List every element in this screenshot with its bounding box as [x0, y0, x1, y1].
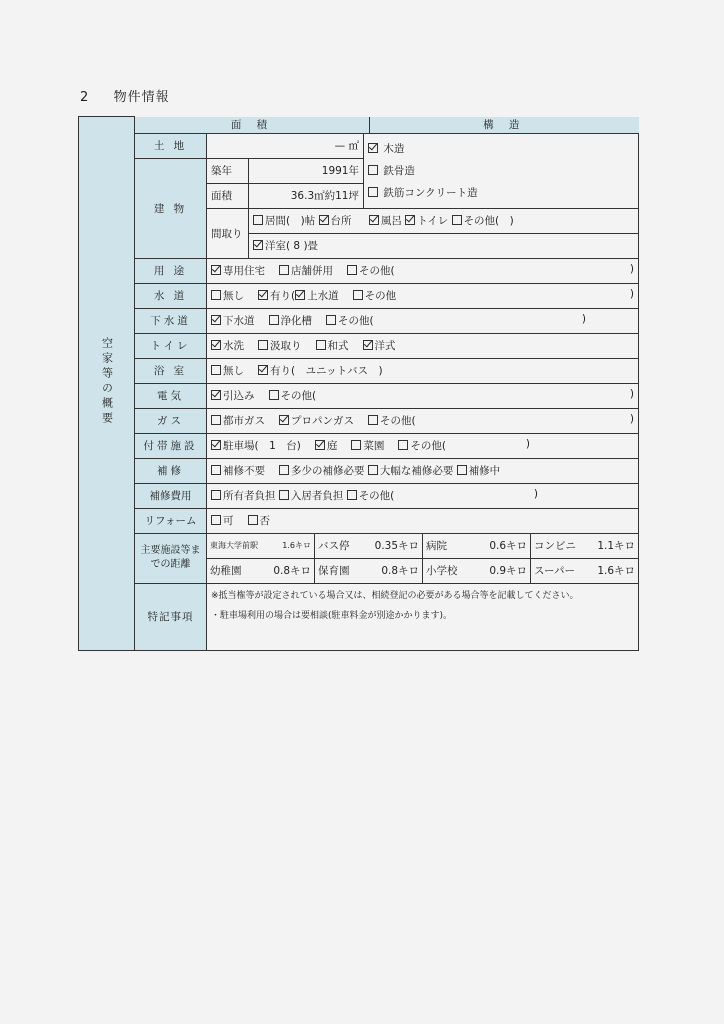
- layout-bath: 風呂: [380, 215, 402, 227]
- denki-label: 電気: [135, 383, 207, 408]
- dist-name: 東海大学前駅: [210, 541, 258, 550]
- dist-item-school: [423, 559, 531, 583]
- futai-o1: 駐車場( 1 台): [223, 440, 301, 452]
- dist-value: 1.6キロ: [597, 565, 636, 577]
- hoshuhiyou-o2: 入居者負担: [290, 490, 344, 502]
- dist-value: 0.9キロ: [489, 565, 528, 577]
- suido-o3: 上水道: [307, 290, 339, 302]
- dist-value: 1.6キロ: [282, 541, 312, 550]
- hoshu-options: [207, 458, 639, 483]
- dist-name: 病院: [426, 540, 448, 552]
- hoshuhiyou-close: ): [533, 488, 539, 500]
- dist-name: 幼稚園: [210, 565, 242, 577]
- dist-item-bus: [315, 534, 423, 558]
- denki-options: [207, 383, 639, 408]
- layout-row2: [249, 233, 639, 258]
- youto-o3: その他(: [359, 265, 395, 277]
- hoshuhiyou-label: 補修費用: [135, 483, 207, 508]
- distances-cell-2: [207, 558, 639, 583]
- toilet-o4: 洋式: [374, 340, 396, 352]
- suido-o4: その他: [364, 290, 397, 302]
- hoshu-o3: 大幅な補修必要: [379, 465, 454, 477]
- yokushitsu-o2: 有り( ユニットバス ): [270, 365, 383, 377]
- hoshuhiyou-o3: その他(: [358, 490, 395, 502]
- hoshu-o1: 補修不要: [223, 465, 265, 477]
- built-value: 1991年: [249, 158, 364, 183]
- dist-name: 保育園: [318, 565, 350, 577]
- gesui-close: ): [581, 313, 587, 325]
- distances-cell: [207, 533, 639, 558]
- yokushitsu-label: 浴 室: [135, 358, 207, 383]
- dist-value: 0.8キロ: [381, 565, 420, 577]
- dist-value: 0.35キロ: [374, 540, 420, 552]
- dist-name: バス停: [318, 540, 350, 552]
- dist-value: 1.1キロ: [597, 540, 636, 552]
- section-number: 2: [80, 90, 90, 105]
- layout-toilet: トイレ: [417, 215, 449, 227]
- dist-item-kindergarten: [207, 559, 315, 583]
- distances-label: 主要施設等までの距離: [135, 533, 207, 583]
- youto-o2: 店舗併用: [291, 265, 333, 277]
- dist-value: 0.6キロ: [489, 540, 528, 552]
- notes-content: [207, 583, 639, 650]
- toilet-label: トイレ: [135, 333, 207, 358]
- hoshu-o4: 補修中: [468, 465, 501, 477]
- hoshuhiyou-o1: 所有者負担: [223, 490, 276, 502]
- gesui-label: 下水道: [135, 308, 207, 333]
- suido-options: [207, 283, 639, 308]
- checkbox-steel[interactable]: [368, 165, 378, 175]
- futai-label: 付帯施設: [135, 433, 207, 458]
- yokushitsu-o1: 無し: [223, 365, 244, 377]
- dist-value: 0.8キロ: [273, 565, 312, 577]
- header-structure: 構 造: [370, 117, 639, 133]
- toilet-options: [207, 333, 639, 358]
- hoshu-o2: 多少の補修必要: [291, 465, 365, 477]
- dist-item-convenience: [531, 534, 638, 558]
- denki-o2: その他(: [280, 390, 317, 402]
- property-table: [78, 116, 639, 651]
- section-heading: 物件情報: [113, 90, 170, 105]
- toilet-o1: 水洗: [223, 340, 244, 352]
- section-title: [80, 86, 170, 105]
- youto-label: 用 途: [135, 258, 207, 283]
- toilet-o2: 汲取り: [270, 340, 302, 352]
- gas-o3: その他(: [380, 415, 416, 427]
- hoshuhiyou-options: [207, 483, 639, 508]
- reform-label: リフォーム: [135, 508, 207, 533]
- hoshu-label: 補修: [135, 458, 207, 483]
- reform-o1: 可: [223, 515, 234, 527]
- layout-row1: [249, 208, 639, 233]
- side-label: 空家等の概要: [100, 336, 114, 427]
- gas-close: ): [629, 413, 635, 425]
- dist-item-hospital: [423, 534, 531, 558]
- opt-steel: 鉄骨造: [383, 164, 415, 177]
- opt-wood: 木造: [383, 142, 405, 155]
- yokushitsu-options: [207, 358, 639, 383]
- gesui-o1: 下水道: [223, 315, 255, 327]
- futai-o2: 庭: [326, 440, 338, 452]
- layout-kitchen: 台所: [330, 215, 352, 227]
- suido-label: 水 道: [135, 283, 207, 308]
- building-area-label: 面積: [207, 183, 249, 208]
- denki-o1: 引込み: [223, 390, 255, 402]
- suido-o2: 有り(: [270, 290, 296, 302]
- checkbox-rc[interactable]: [368, 187, 378, 197]
- futai-o3: 菜園: [363, 440, 385, 452]
- toilet-o3: 和式: [327, 340, 349, 352]
- header-area: 面 積: [135, 117, 370, 133]
- reform-options: [207, 508, 639, 533]
- building-area-value: 36.3㎡約11坪: [249, 183, 364, 208]
- layout-ima: 居間( )帖: [265, 215, 316, 227]
- futai-o4: その他(: [410, 440, 446, 452]
- gas-options: [207, 408, 639, 433]
- dist-item-nursery: [315, 559, 423, 583]
- youto-close: ): [629, 263, 635, 275]
- futai-options: [207, 433, 639, 458]
- notes-line1: ※抵当権等が設定されている場合又は、相続登記の必要がある場合等を記載してください。: [211, 590, 579, 601]
- built-label: 築年: [207, 158, 249, 183]
- building-label: 建 物: [135, 158, 207, 258]
- dist-name: スーパー: [534, 565, 575, 577]
- gesui-o3: その他(: [338, 315, 374, 327]
- layout-other: その他( ): [463, 215, 514, 227]
- gas-label: ガス: [135, 408, 207, 433]
- layout-label: 間取り: [207, 208, 249, 258]
- denki-close: ): [629, 388, 635, 400]
- dist-name: コンビニ: [534, 540, 577, 552]
- land-label: 土 地: [135, 133, 207, 158]
- gesui-o2: 浄化槽: [280, 315, 312, 327]
- youto-o1: 専用住宅: [223, 265, 265, 277]
- opt-rc: 鉄筋コンクリート造: [383, 186, 478, 199]
- notes-label: 特記事項: [135, 583, 207, 650]
- layout-western: 洋室( 8 )畳: [265, 240, 319, 252]
- reform-o2: 否: [259, 515, 270, 527]
- dist-name: 小学校: [426, 565, 458, 577]
- dist-item-station: [207, 534, 315, 558]
- youto-options: [207, 258, 639, 283]
- gas-o1: 都市ガス: [223, 415, 265, 427]
- checkbox-wood[interactable]: [368, 143, 378, 153]
- suido-o1: 無し: [223, 290, 244, 302]
- land-value: — ㎡: [207, 133, 364, 158]
- structure-options: [364, 133, 639, 208]
- suido-close: ): [629, 288, 635, 300]
- side-label-cell: [79, 117, 135, 651]
- dist-item-supermarket: [531, 559, 638, 583]
- gas-o2: プロパンガス: [291, 415, 354, 427]
- futai-close: ): [525, 438, 531, 450]
- notes-line2: ・駐車場利用の場合は要相談(駐車料金が別途かかります)。: [211, 610, 453, 621]
- gesui-options: [207, 308, 639, 333]
